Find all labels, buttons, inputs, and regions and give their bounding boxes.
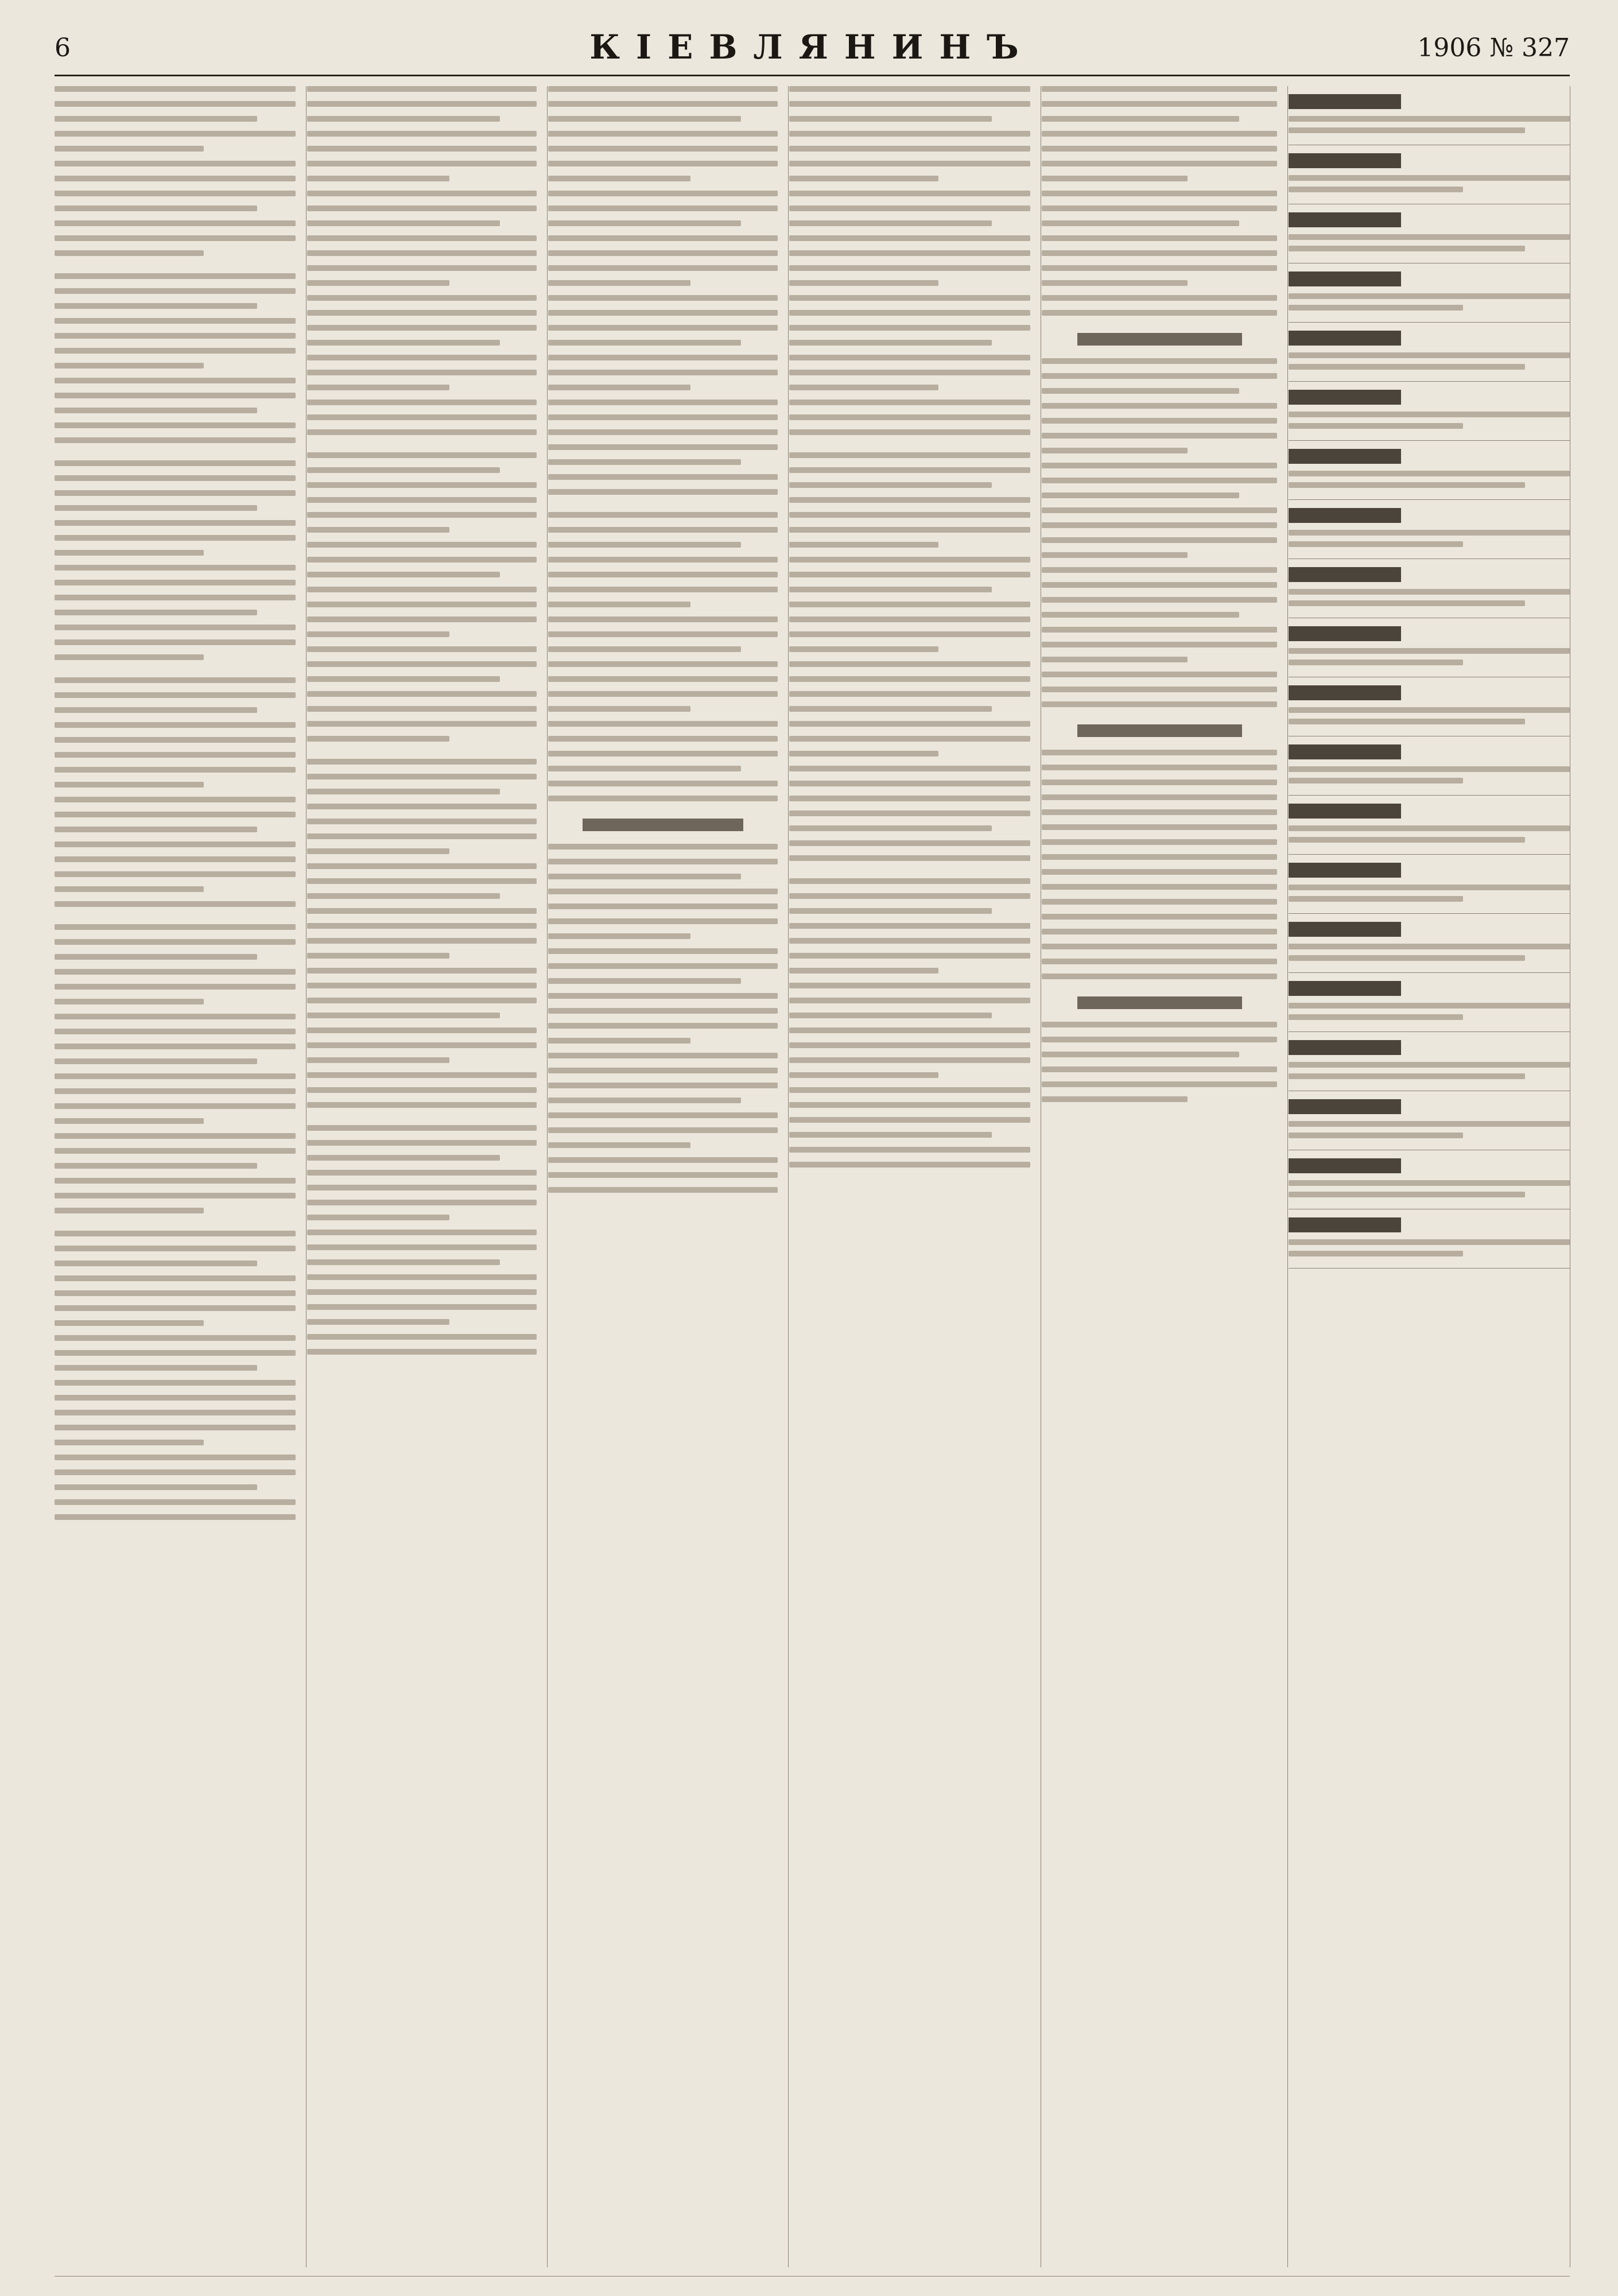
column-2 xyxy=(307,86,548,2267)
classified-ad xyxy=(1289,382,1570,441)
article-block xyxy=(789,452,1030,861)
article-block xyxy=(1042,358,1277,707)
classified-ad xyxy=(1289,323,1570,382)
section-heading xyxy=(1077,333,1242,346)
article-block xyxy=(55,460,296,660)
classified-ad xyxy=(1289,618,1570,677)
article-block xyxy=(789,878,1030,1168)
classified-ad xyxy=(1289,973,1570,1032)
column-5 xyxy=(1042,86,1288,2267)
classified-ad xyxy=(1289,145,1570,204)
masthead xyxy=(55,23,1570,76)
ads-block xyxy=(1042,1022,1277,1102)
article-block xyxy=(55,86,296,256)
classified-ad xyxy=(1289,86,1570,145)
issue-number: 1906 № 327 xyxy=(1417,33,1570,63)
classified-ad xyxy=(1289,204,1570,263)
article-block xyxy=(307,1125,537,1355)
article-block xyxy=(55,1231,296,1520)
classified-ad xyxy=(1289,500,1570,559)
classified-ad xyxy=(1289,1032,1570,1091)
classified-ad xyxy=(1289,263,1570,323)
column-6-classifieds xyxy=(1289,86,1570,2267)
article-block xyxy=(789,86,1030,435)
article-block xyxy=(548,86,778,495)
classified-ad xyxy=(1289,1091,1570,1150)
column-1 xyxy=(55,86,306,2267)
article-block xyxy=(307,86,537,435)
article-block xyxy=(307,452,537,742)
classified-ad xyxy=(1289,736,1570,796)
classified-ad xyxy=(1289,441,1570,500)
classified-ad xyxy=(1289,914,1570,973)
article-block xyxy=(55,677,296,907)
classified-ad xyxy=(1289,1150,1570,1209)
article-block xyxy=(55,273,296,443)
classified-ad xyxy=(1289,559,1570,618)
classified-ad xyxy=(1289,796,1570,855)
article-block xyxy=(55,924,296,1213)
section-heading xyxy=(1077,996,1242,1009)
classified-ad xyxy=(1289,855,1570,914)
classified-ad xyxy=(1289,677,1570,736)
column-4 xyxy=(789,86,1041,2267)
section-heading xyxy=(1077,724,1242,737)
article-block xyxy=(548,512,778,801)
article-block xyxy=(307,759,537,1108)
classified-ad xyxy=(1289,1209,1570,1269)
newspaper-title: КІЕВЛЯНИНЪ xyxy=(589,28,1035,67)
page-number: 6 xyxy=(55,33,71,63)
article-block xyxy=(548,844,778,1193)
article-block xyxy=(1042,86,1277,316)
column-3 xyxy=(548,86,789,2267)
table-block xyxy=(1042,750,1277,979)
section-heading xyxy=(583,819,743,831)
